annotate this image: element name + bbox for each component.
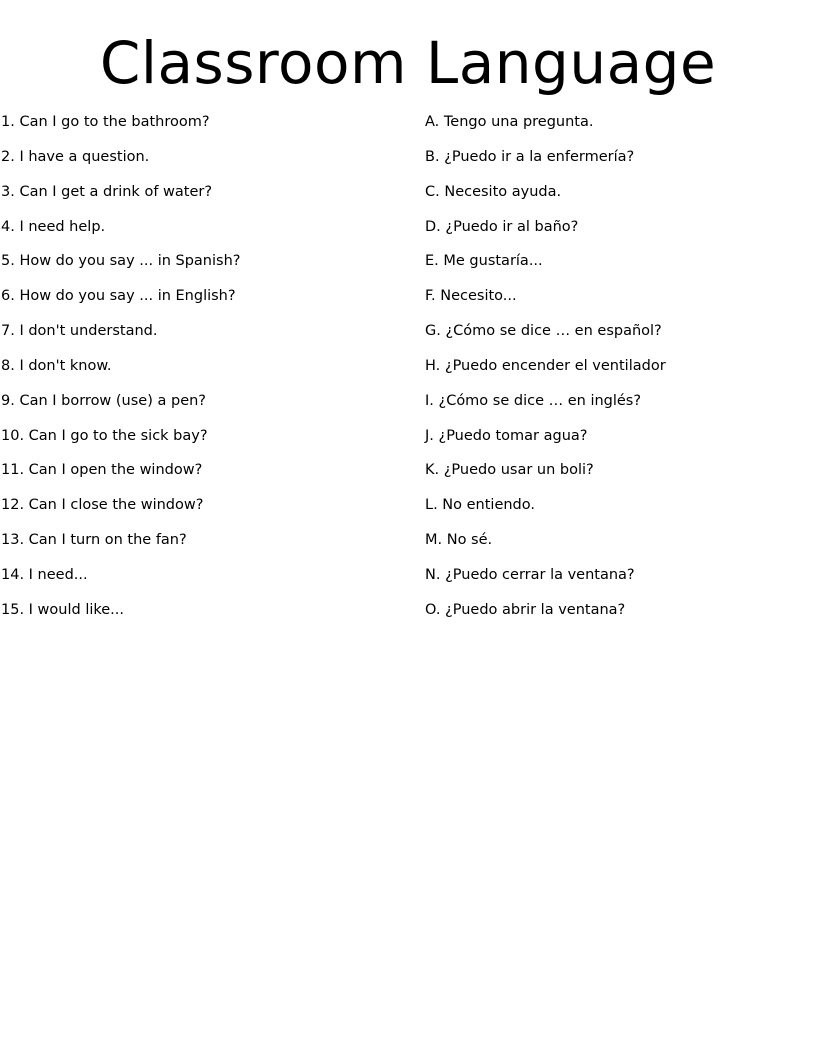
question-item: 5. How do you say ... in Spanish? [1,253,241,270]
question-item: 9. Can I borrow (use) a pen? [1,392,206,409]
english-questions-list [1,110,401,633]
answer-item: L. No entiendo. [425,497,535,514]
answer-item: E. Me gustaría... [425,253,543,270]
question-item: 3. Can I get a drink of water? [1,183,213,200]
answer-item: M. No sé. [425,532,493,549]
answer-item: J. ¿Puedo tomar agua? [425,427,588,444]
answer-item: K. ¿Puedo usar un boli? [425,462,594,479]
question-item: 6. How do you say ... in English? [1,288,236,305]
answer-item: D. ¿Puedo ir al baño? [425,218,579,235]
question-item: 10. Can I go to the sick bay? [1,427,208,444]
answer-item: F. Necesito... [425,288,517,305]
question-item: 4. I need help. [1,218,106,235]
question-item: 15. I would like... [1,601,125,618]
answer-item: N. ¿Puedo cerrar la ventana? [425,566,635,583]
question-item: 12. Can I close the window? [1,497,204,514]
question-item: 11. Can I open the window? [1,462,203,479]
answer-item: B. ¿Puedo ir a la enfermería? [425,148,635,165]
question-item: 14. I need... [1,566,88,583]
page-title: Classroom Language [99,29,717,97]
answer-item: O. ¿Puedo abrir la ventana? [425,601,626,618]
answer-item: I. ¿Cómo se dice … en inglés? [425,392,642,409]
answer-item: G. ¿Cómo se dice … en español? [425,323,662,340]
answer-item: C. Necesito ayuda. [425,183,562,200]
answer-item: H. ¿Puedo encender el ventilador [425,357,666,374]
question-item: 2. I have a question. [1,148,150,165]
question-item: 1. Can I go to the bathroom? [1,114,210,130]
question-item: 13. Can I turn on the fan? [1,532,187,549]
spanish-answers-list [425,110,815,633]
answer-item: A. Tengo una pregunta. [425,114,594,130]
question-item: 8. I don't know. [1,357,112,374]
question-item: 7. I don't understand. [1,323,158,340]
